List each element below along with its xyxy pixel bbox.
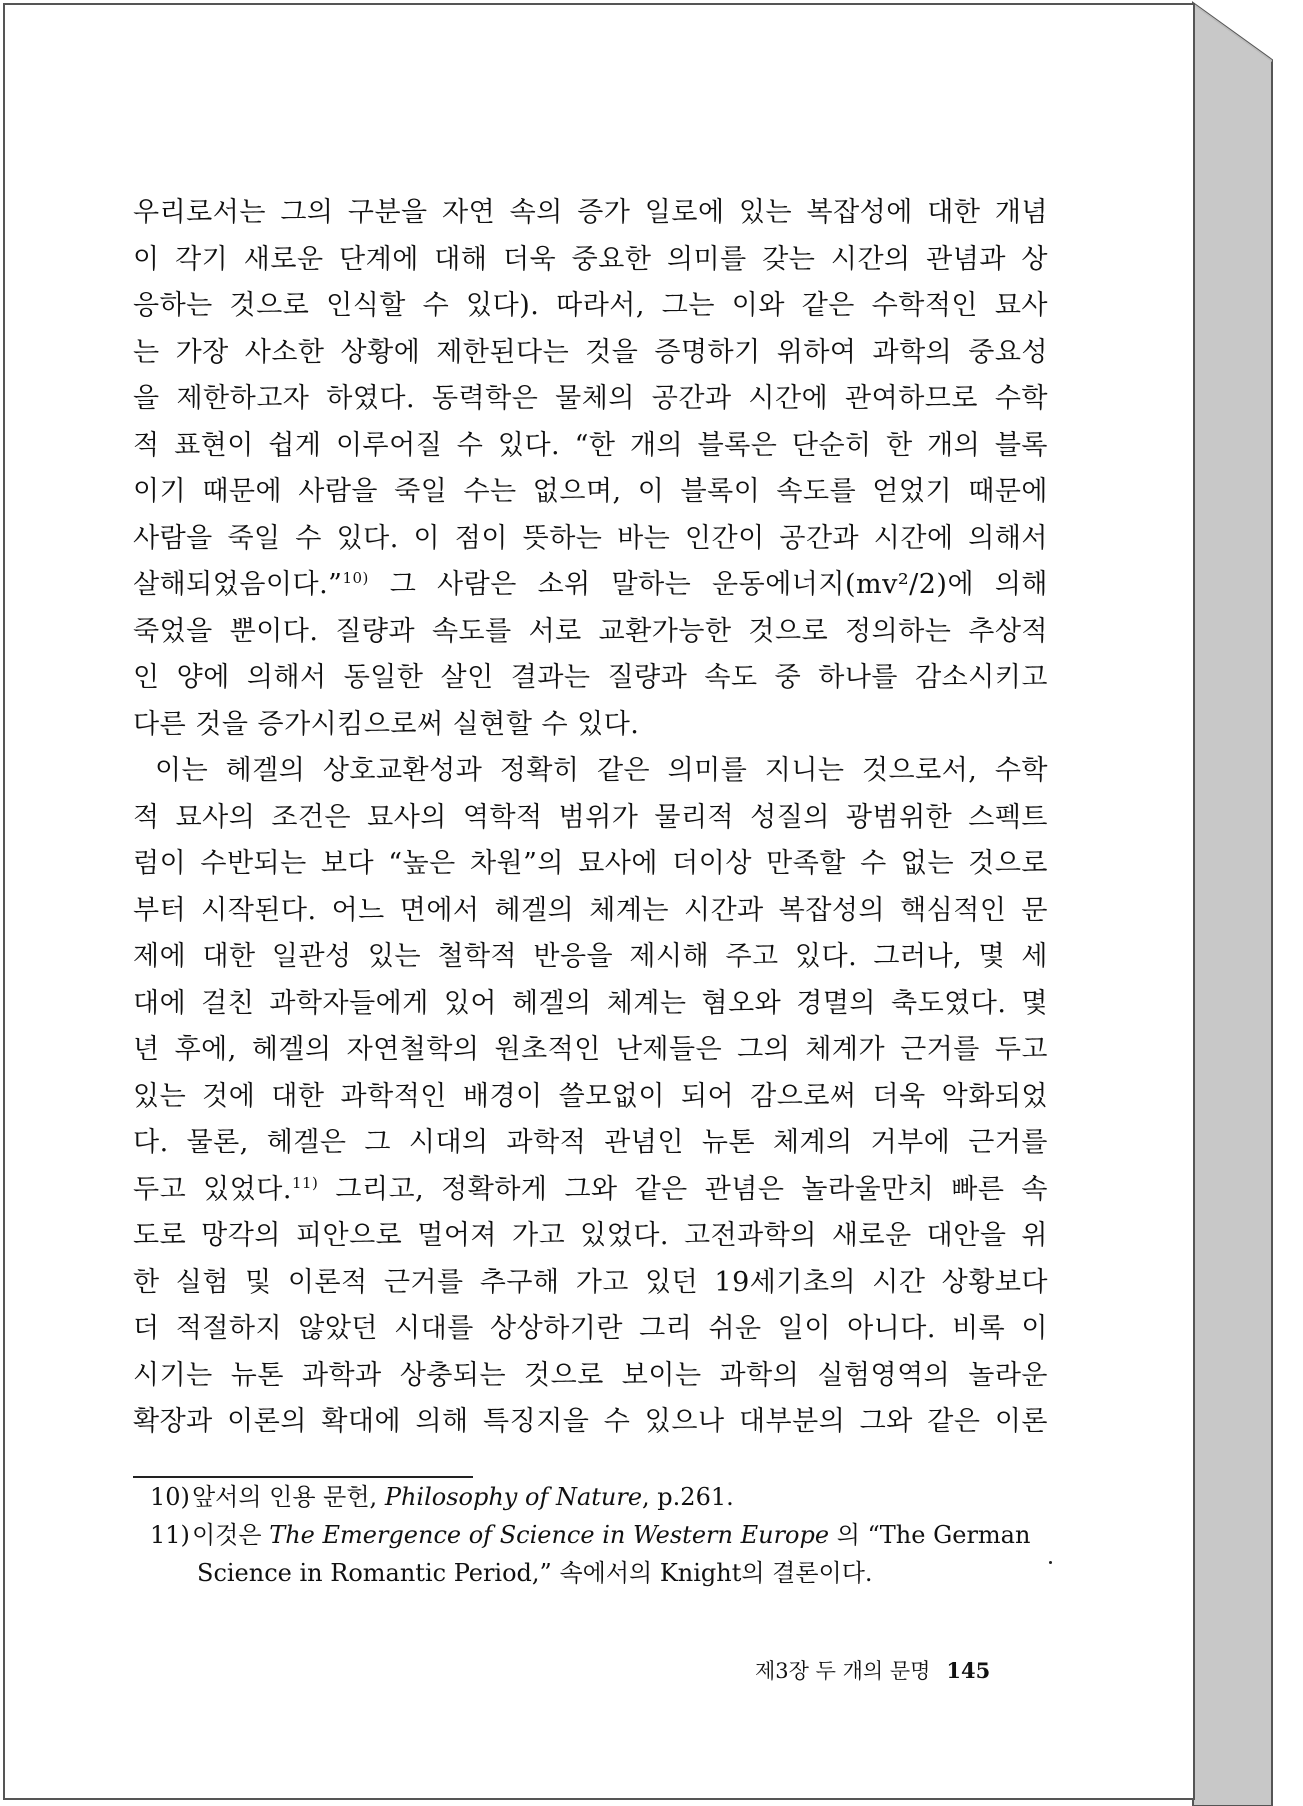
footnote-text: 이것은 xyxy=(192,1521,270,1549)
text-line: 응하는 것으로 인식할 수 있다). 따라서, 그는 이와 같은 수학적인 묘사 xyxy=(133,290,1048,321)
text-line: 대에 걸친 과학자들에게 있어 헤겔의 체계는 혐오와 경멸의 축도였다. 몇 xyxy=(133,987,1048,1019)
footnote-number: 10) xyxy=(150,1483,190,1511)
text-line: 다. 물론, 헤겔은 그 시대의 과학적 관념인 뉴톤 체계의 거부에 근거를 xyxy=(133,1127,1048,1158)
footnote-book-title: The Emergence of Science in Western Europe xyxy=(269,1521,830,1549)
footnote-number: 11) xyxy=(150,1521,190,1549)
text-line: 을 제한하고자 하였다. 동력학은 물체의 공간과 시간에 관여하므로 수학 xyxy=(133,383,1048,414)
footnote-10 xyxy=(150,1478,1050,1516)
footnote-book-title: Philosophy of Nature xyxy=(384,1483,643,1511)
text-line: 는 가장 사소한 상황에 제한된다는 것을 증명하기 위하여 과학의 중요성 xyxy=(133,336,1048,368)
text-segment: 그 사람은 소위 말하는 운동에너지(mv²/2)에 의해 xyxy=(368,569,1048,600)
footnote-text: 앞서의 인용 문헌, xyxy=(192,1483,385,1511)
page-footer xyxy=(755,1655,990,1685)
text-line: 도로 망각의 피안으로 멀어져 가고 있었다. 고전과학의 새로운 대안을 위 xyxy=(133,1220,1048,1251)
text-line: 이기 때문에 사람을 죽일 수는 없으며, 이 블록이 속도를 얻었기 때문에 xyxy=(133,476,1048,507)
text-line: 우리로서는 그의 구분을 자연 속의 증가 일로에 있는 복잡성에 대한 개념 xyxy=(133,197,1048,228)
footnote-ref-11[interactable]: 11) xyxy=(291,1173,319,1192)
text-line: 적 묘사의 조건은 묘사의 역학적 범위가 물리적 성질의 광범위한 스펙트 xyxy=(133,801,1048,833)
text-line: 시기는 뉴톤 과학과 상충되는 것으로 보이는 과학의 실험영역의 놀라운 xyxy=(133,1359,1048,1391)
text-line: 확장과 이론의 확대에 의해 특징지을 수 있으나 대부분의 그와 같은 이론 xyxy=(133,1406,1048,1437)
text-line-with-footnote-ref xyxy=(133,562,1048,609)
text-line: 부터 시작된다. 어느 면에서 헤겔의 체계는 시간과 복잡성의 핵심적인 문 xyxy=(133,894,1048,926)
footnote-text: , p.261. xyxy=(642,1483,734,1511)
text-line-with-footnote-ref xyxy=(133,1167,1048,1214)
scan-speck xyxy=(1049,1561,1052,1564)
text-segment: 살해되었음이다.” xyxy=(133,569,343,600)
text-line: 있는 것에 대한 과학적인 배경이 쓸모없이 되어 감으로써 더욱 악화되었 xyxy=(133,1080,1048,1112)
footnote-11 xyxy=(150,1516,1050,1554)
text-line: 인 양에 의해서 동일한 살인 결과는 질량과 속도 중 하나를 감소시키고 xyxy=(133,662,1048,693)
text-segment: 두고 있었다. xyxy=(133,1173,292,1205)
paragraph-start-line: 이는 헤겔의 상호교환성과 정확히 같은 의미를 지니는 것으로서, 수학 xyxy=(155,755,1048,786)
text-line: 년 후에, 헤겔의 자연철학의 원초적인 난제들은 그의 체계가 근거를 두고 xyxy=(133,1034,1048,1065)
text-line: 제에 대한 일관성 있는 철학적 반응을 제시해 주고 있다. 그러나, 몇 세 xyxy=(133,941,1048,972)
footnote-11-continued: Science in Romantic Period,” 속에서의 Knight의 결론이다. xyxy=(197,1559,873,1587)
text-line: 더 적절하지 않았던 시대를 상상하기란 그리 쉬운 일이 아니다. 비록 이 xyxy=(133,1313,1048,1344)
footnotes xyxy=(150,1478,1050,1592)
text-line: 적 표현이 쉽게 이루어질 수 있다. “한 개의 블록은 단순히 한 개의 블록 xyxy=(133,429,1048,461)
chapter-title: 제3장 두 개의 문명 xyxy=(755,1659,931,1683)
text-line: 다른 것을 증가시킴으로써 실현할 수 있다. xyxy=(133,708,640,740)
footnote-text: 의 “The German xyxy=(829,1521,1031,1549)
text-line: 사람을 죽일 수 있다. 이 점이 뜻하는 바는 인간이 공간과 시간에 의해서 xyxy=(133,522,1048,554)
body-text xyxy=(133,190,1048,1446)
footnote-ref-10[interactable]: 10) xyxy=(342,569,369,587)
text-line: 한 실험 및 이론적 근거를 추구해 가고 있던 19세기초의 시간 상황보다 xyxy=(133,1266,1048,1298)
text-line: 이 각기 새로운 단계에 대해 더욱 중요한 의미를 갖는 시간의 관념과 상 xyxy=(133,243,1048,275)
text-line: 죽었을 뿐이다. 질량과 속도를 서로 교환가능한 것으로 정의하는 추상적 xyxy=(133,615,1048,647)
page-number: 145 xyxy=(946,1658,991,1683)
text-line: 럼이 수반되는 보다 “높은 차원”의 묘사에 더이상 만족할 수 없는 것으로 xyxy=(133,848,1048,879)
spine-top xyxy=(1193,3,1272,62)
spine-face xyxy=(1193,3,1272,1806)
text-segment: 그리고, 정확하게 그와 같은 관념은 놀라울만치 빠른 속 xyxy=(318,1173,1049,1205)
